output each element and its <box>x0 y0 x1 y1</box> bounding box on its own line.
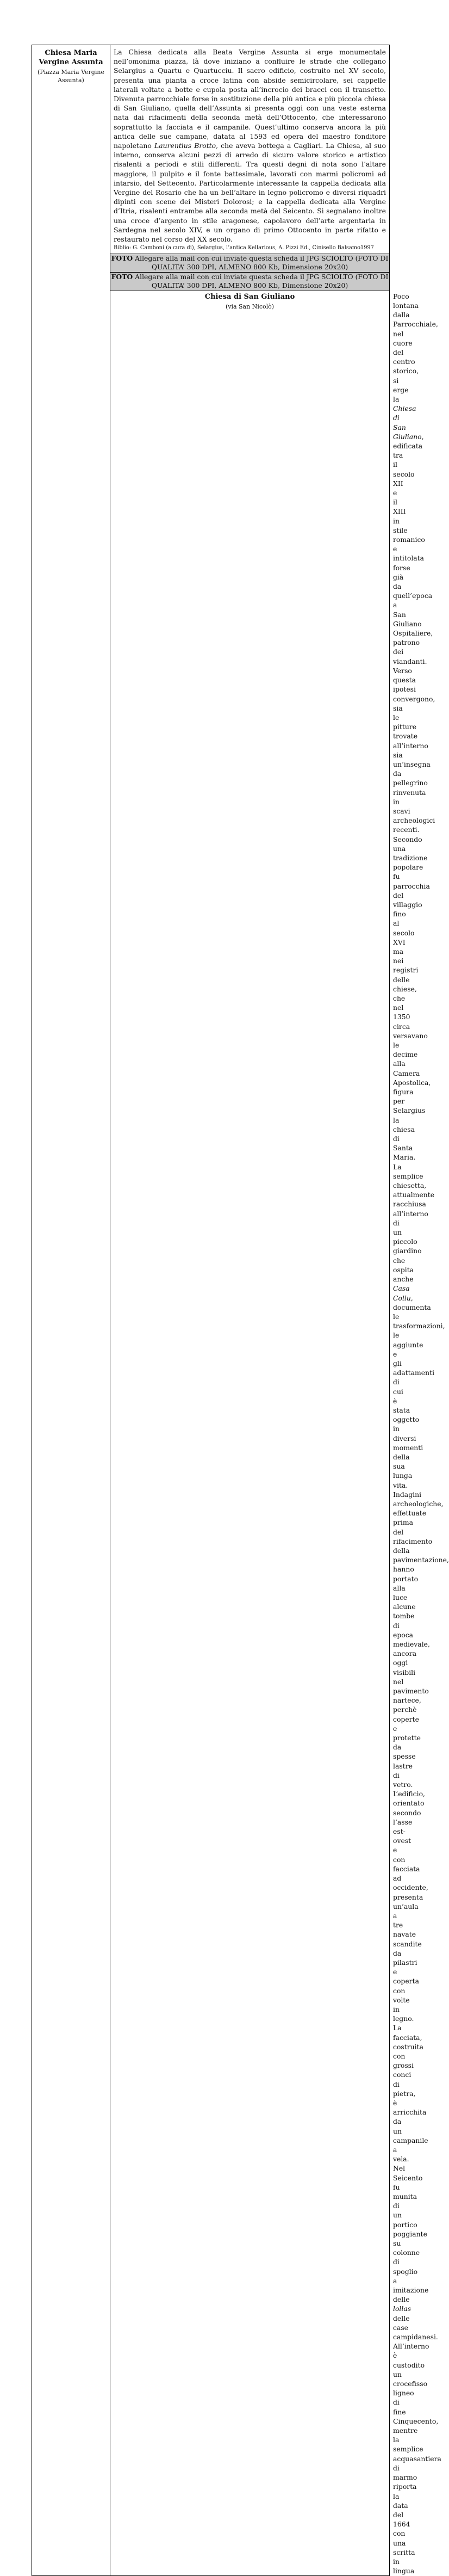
text-run: , edificata tra il secolo XII e il XIII in stile romanico e intitolata forse già da quell’epoca a San Giuliano Ospitaliere, patrono dei viandanti. Verso questa ipotesi convergono, sia le pitture trovate all’interno sia un’insegna da pellegrino rinvenuta in scavi archeologici recenti. Secondo una tradizione popolare fu parrocchia del villaggio fino al secolo XVI ma nei registri delle chiese, che nel 1350 circa versavano le decime alla Camera Apostolica, figura per Selargius la chiesa di Santa Maria. La semplice chiesetta, attualmente racchiusa all’interno di un piccolo giardino che ospita anche <box>393 432 435 1284</box>
text-run: , documenta le trasformazioni, le aggiunte e gli adattamenti di cui è stata oggetto in diversi momenti della sua lunga vita. Indagini archeologiche, effettuate prima del rifacimento della pavimentazione, hanno portato alla luce alcune tombe di epoca medievale, ancora oggi visibili nel pavimento nartece, perchè coperte e protette da spesse lastre di vetro. L’edificio, orientato secondo l’asse est-ovest e con facciata ad occidente, presenta un’aula a tre navate scandite da pilastri e coperta con volte in legno. La facciata, costruita con grossi conci di pietra, è arricchita da un campanile a vela. Nel Seicento fu munita di un portico poggiante su colonne di spoglio a imitazione delle <box>393 1293 449 2304</box>
photo-instructions: Allegare alla mail con cui inviate questa scheda il JPG SCIOLTO (FOTO DI QUALITA’ 300 DPI, ALMENO 800 Kb, Dimensione 20x20) <box>133 254 389 272</box>
photo-placeholder <box>110 272 390 291</box>
text-run: Poco lontana dalla Parrocchiale, nel cuore del centro storico, si erge la <box>393 292 438 403</box>
text-run-italic: lollas <box>393 2304 411 2313</box>
text-run: La Chiesa dedicata alla Beata Vergine Assunta si erge monumentale nell’omonima piazza, là dove iniziano a confluire le strade che collegano Selargius a Quartu e Quartucciu. Il sacro edificio, costruito nel XV secolo, presenta una pianta a croce latina con abside semicircolare, sei cappelle laterali voltate a botte e cupola posta all’incrocio dei bracci con il transetto. Divenuta parrocchiale forse in sostituzione della più antica e più piccola chiesa di San Giuliano, quella dell’Assunta si presenta oggi con una veste esterna nata dai rifacimenti della seconda metà dell’Ottocento, che interessarono soprattutto la facciata e il campanile. Quest’ultimo conserva ancora la più antica delle sue campane, datata al 1593 ed opera del maestro fonditore napoletano <box>114 48 386 150</box>
church-description <box>110 45 389 244</box>
church-title: Chiesa di San Giuliano <box>204 292 295 301</box>
church-address: (Piazza Maria Vergine Assunta) <box>38 69 104 84</box>
photo-label: FOTO <box>111 254 133 262</box>
text-run: delle case campidanesi. All’interno è custodito un crocefisso ligneo di fine Cinquecento, mentre la semplice acquasantiera di marmo riporta la data del 1664 con una scritta in lingua <box>393 2314 441 2575</box>
photo-instructions: Allegare alla mail con cui inviate questa scheda il JPG SCIOLTO (FOTO DI QUALITA’ 300 DPI, ALMENO 800 Kb, Dimensione 20x20) <box>133 272 389 290</box>
photo-placeholder <box>110 254 390 272</box>
church-title: Chiesa Maria Vergine Assunta <box>39 49 103 66</box>
label-cell <box>32 45 110 2576</box>
description-cell <box>110 45 390 254</box>
text-run-italic: Chiesa di San Giuliano <box>393 404 422 441</box>
church-description <box>390 291 449 2576</box>
text-run: , che aveva bottega a Cagliari. La Chiesa, al suo interno, conserva alcuni pezzi di arredo di sicuro valore storico e artistico risalenti a periodi e stili differenti. Tra questi degni di nota sono l’altare maggiore, il pulpito e il fonte battesimale, lavorati con marmi policromi ad intarsio, del Settecento. Particolarmente interessante la cappella dedicata alla Vergine del Rosario che ha un bell’altare in legno policromo e diversi riquadri dipinti con scene dei Misteri Dolorosi; e la cappella dedicata alla Vergine d’Itria, risalenti entrambe alla seconda metà del Seicento. Si segnalano inoltre una croce d’argento in stile aragonese, capolavoro dell’arte argentaria in Sardegna nel secolo XIV, e un organo di primo Ottocento in parte rifatto e restaurato nel corso del XX secolo. <box>114 141 386 244</box>
photo-label: FOTO <box>111 272 133 281</box>
church-table <box>32 45 449 2576</box>
table-row <box>32 45 390 254</box>
bibliography: Biblio: G. Camboni (a cura di), Selargius, l’antica Kellarious, A. Pizzi Ed., Cinisello Balsamo1997 <box>114 245 374 251</box>
church-address: (via San Nicolò) <box>225 303 275 310</box>
text-run-italic: Casa Collu <box>393 1284 411 1302</box>
label-cell <box>110 291 390 2576</box>
text-run-italic: Laurentius Brotto <box>154 141 216 150</box>
